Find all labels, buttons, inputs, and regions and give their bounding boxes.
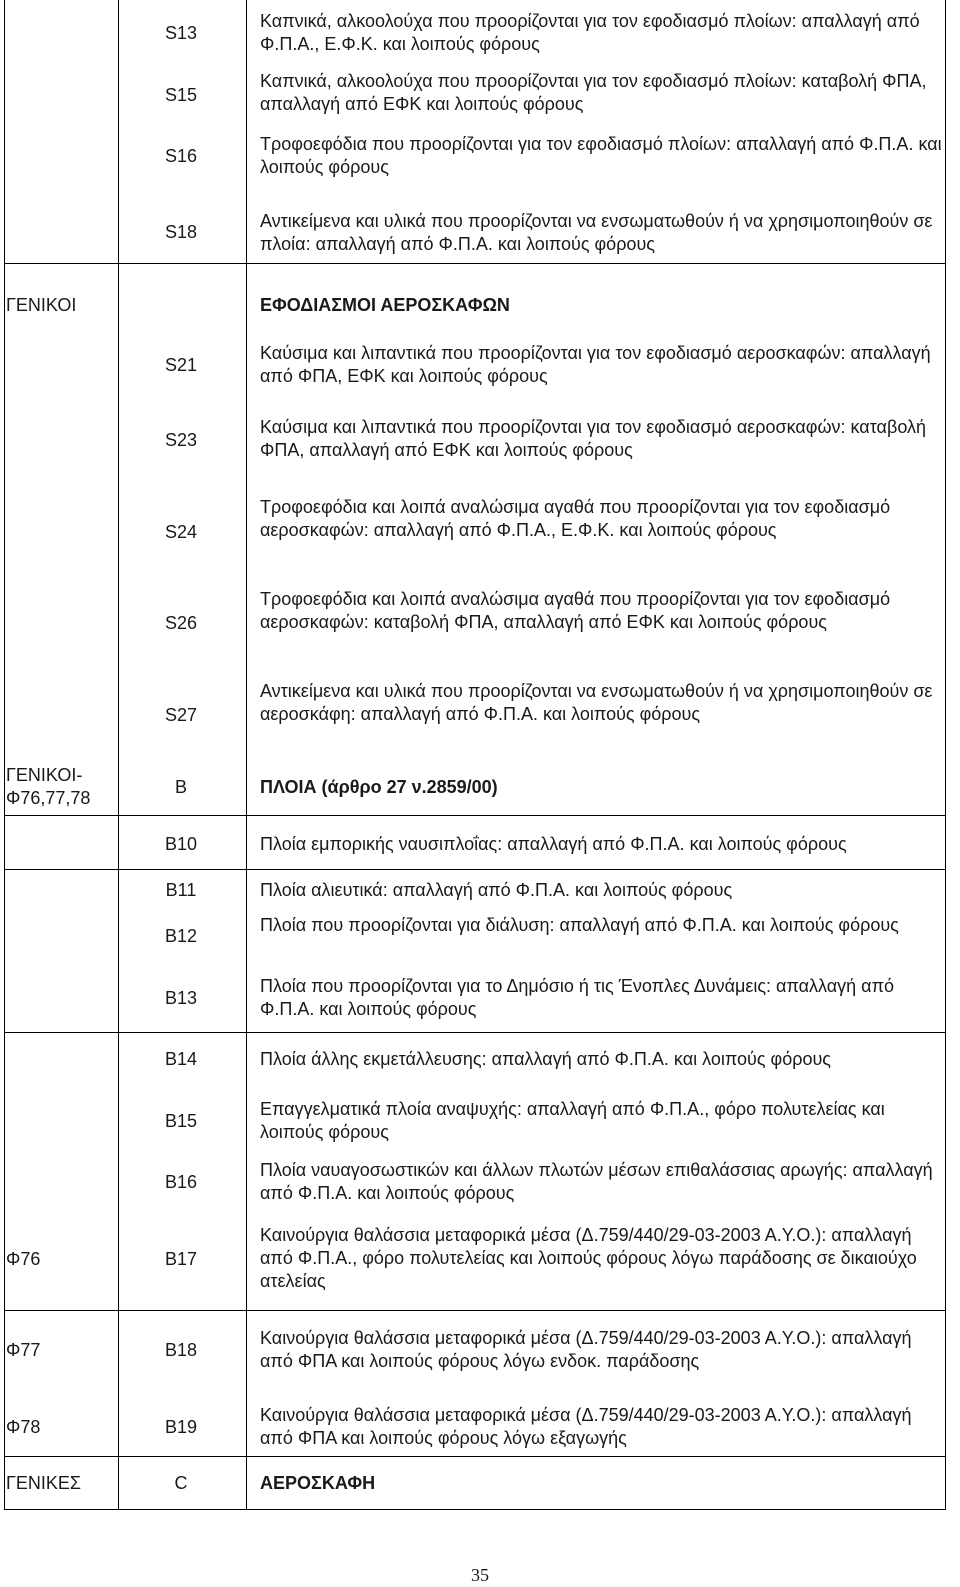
row-group: ΓΕΝΙΚΕΣ: [6, 1473, 82, 1493]
row-code: S21: [164, 355, 198, 375]
row-code: S27: [164, 705, 198, 725]
section-heading: ΠΛΟΙΑ (άρθρο 27 ν.2859/00): [260, 777, 498, 797]
row-code: B10: [164, 834, 198, 854]
row-code: B13: [164, 988, 198, 1008]
row-description: Καινούργια θαλάσσια μεταφορικά μέσα (Δ.759/440/29-03-2003 Α.Υ.Ο.): απαλλαγή από Φ.Π.Α., φόρο πολυτελείας και λοιπούς φόρους λόγω παράδοσης σε δικαιούχο ατελείας: [260, 1225, 917, 1291]
row-code: B15: [164, 1111, 198, 1131]
row-description: Καπνικά, αλκοολούχα που προορίζονται για τον εφοδιασμό πλοίων: απαλλαγή από Φ.Π.Α., Ε.Φ.Κ. και λοιπούς φόρους: [260, 11, 920, 54]
row-code: S26: [164, 613, 198, 633]
row-code: B11: [165, 880, 197, 900]
row-code: S15: [164, 85, 198, 105]
row-group: ΓΕΝΙΚΟΙ-Φ76,77,78: [6, 765, 91, 808]
row-separator: [4, 263, 946, 264]
row-description: Πλοία αλιευτικά: απαλλαγή από Φ.Π.Α. και λοιπούς φόρους: [260, 880, 733, 900]
row-separator: [4, 1032, 946, 1033]
row-code: B14: [164, 1049, 198, 1069]
row-separator: [4, 1456, 946, 1457]
row-description: Πλοία άλλης εκμετάλλευσης: απαλλαγή από Φ.Π.Α. και λοιπούς φόρους: [260, 1049, 831, 1069]
row-code: S24: [164, 522, 198, 542]
row-code: S18: [164, 222, 198, 242]
row-description: Πλοία ναυαγοσωστικών και άλλων πλωτών μέσων επιθαλάσσιας αρωγής: απαλλαγή από Φ.Π.Α. και λοιπούς φόρους: [260, 1160, 933, 1203]
row-code: B: [174, 777, 187, 797]
row-description: Τροφοεφόδια και λοιπά αναλώσιμα αγαθά που προορίζονται για τον εφοδιασμό αεροσκαφών: καταβολή ΦΠΑ, απαλλαγή από ΕΦΚ και λοιπούς φόρους: [260, 589, 891, 632]
section-heading: ΕΦΟΔΙΑΣΜΟΙ ΑΕΡΟΣΚΑΦΩΝ: [260, 295, 510, 315]
row-group: Φ76: [6, 1249, 41, 1269]
row-description: Καπνικά, αλκοολούχα που προορίζονται για τον εφοδιασμό πλοίων: καταβολή ΦΠΑ, απαλλαγή από ΕΦΚ και λοιπούς φόρους: [260, 71, 927, 114]
row-description: Καινούργια θαλάσσια μεταφορικά μέσα (Δ.759/440/29-03-2003 Α.Υ.Ο.): απαλλαγή από ΦΠΑ και λοιπούς φόρους λόγω ενδοκ. παράδοσης: [260, 1328, 912, 1371]
row-code: B18: [164, 1340, 198, 1360]
column-divider-2: [246, 0, 247, 1510]
row-description: Τροφοεφόδια και λοιπά αναλώσιμα αγαθά που προορίζονται για τον εφοδιασμό αεροσκαφών: απαλλαγή από Φ.Π.Α., Ε.Φ.Κ. και λοιπούς φόρους: [260, 497, 891, 540]
row-separator: [4, 1310, 946, 1311]
row-description: Τροφοεφόδια που προορίζονται για τον εφοδιασμό πλοίων: απαλλαγή από Φ.Π.Α. και λοιπούς φόρους: [260, 134, 942, 177]
row-code: S16: [164, 146, 198, 166]
row-description: Αντικείμενα και υλικά που προορίζονται να ενσωματωθούν ή να χρησιμοποιηθούν σε αεροσκάφη: απαλλαγή από Φ.Π.Α. και λοιπούς φόρους: [260, 681, 933, 724]
row-description: Επαγγελματικά πλοία αναψυχής: απαλλαγή από Φ.Π.Α., φόρο πολυτελείας και λοιπούς φόρους: [260, 1099, 885, 1142]
row-code: C: [174, 1473, 188, 1493]
table-border-left: [4, 0, 5, 1510]
row-code: B19: [164, 1417, 198, 1437]
row-code: B17: [164, 1249, 198, 1269]
row-separator: [4, 815, 946, 816]
column-divider-1: [118, 0, 119, 1510]
row-description: Καινούργια θαλάσσια μεταφορικά μέσα (Δ.759/440/29-03-2003 Α.Υ.Ο.): απαλλαγή από ΦΠΑ και λοιπούς φόρους λόγω εξαγωγής: [260, 1405, 912, 1448]
row-description: Αντικείμενα και υλικά που προορίζονται να ενσωματωθούν ή να χρησιμοποιηθούν σε πλοία: απαλλαγή από Φ.Π.Α. και λοιπούς φόρους: [260, 211, 933, 254]
section-heading: ΑΕΡΟΣΚΑΦΗ: [260, 1473, 376, 1493]
row-description: Πλοία εμπορικής ναυσιπλοΐας: απαλλαγή από Φ.Π.Α. και λοιπούς φόρους: [260, 834, 847, 854]
page-number: 35: [471, 1565, 489, 1585]
row-code: S23: [164, 430, 198, 450]
row-description: Καύσιμα και λιπαντικά που προορίζονται για τον εφοδιασμό αεροσκαφών: απαλλαγή από ΦΠΑ, ΕΦΚ και λοιπούς φόρους: [260, 343, 931, 386]
row-description: Πλοία που προορίζονται για το Δημόσιο ή τις Ένοπλες Δυνάμεις: απαλλαγή από Φ.Π.Α. και λοιπούς φόρους: [260, 976, 894, 1019]
row-group: Φ77: [6, 1340, 41, 1360]
row-separator: [4, 869, 946, 870]
row-description: Πλοία που προορίζονται για διάλυση: απαλλαγή από Φ.Π.Α. και λοιπούς φόρους: [260, 915, 899, 935]
row-group: ΓΕΝΙΚΟΙ: [6, 295, 77, 315]
row-code: S13: [164, 23, 198, 43]
row-description: Καύσιμα και λιπαντικά που προορίζονται για τον εφοδιασμό αεροσκαφών: καταβολή ΦΠΑ, απαλλαγή από ΕΦΚ και λοιπούς φόρους: [260, 417, 926, 460]
row-group: Φ78: [6, 1417, 41, 1437]
table-border-bottom: [4, 1509, 946, 1510]
row-code: B12: [164, 926, 198, 946]
row-code: B16: [164, 1172, 198, 1192]
